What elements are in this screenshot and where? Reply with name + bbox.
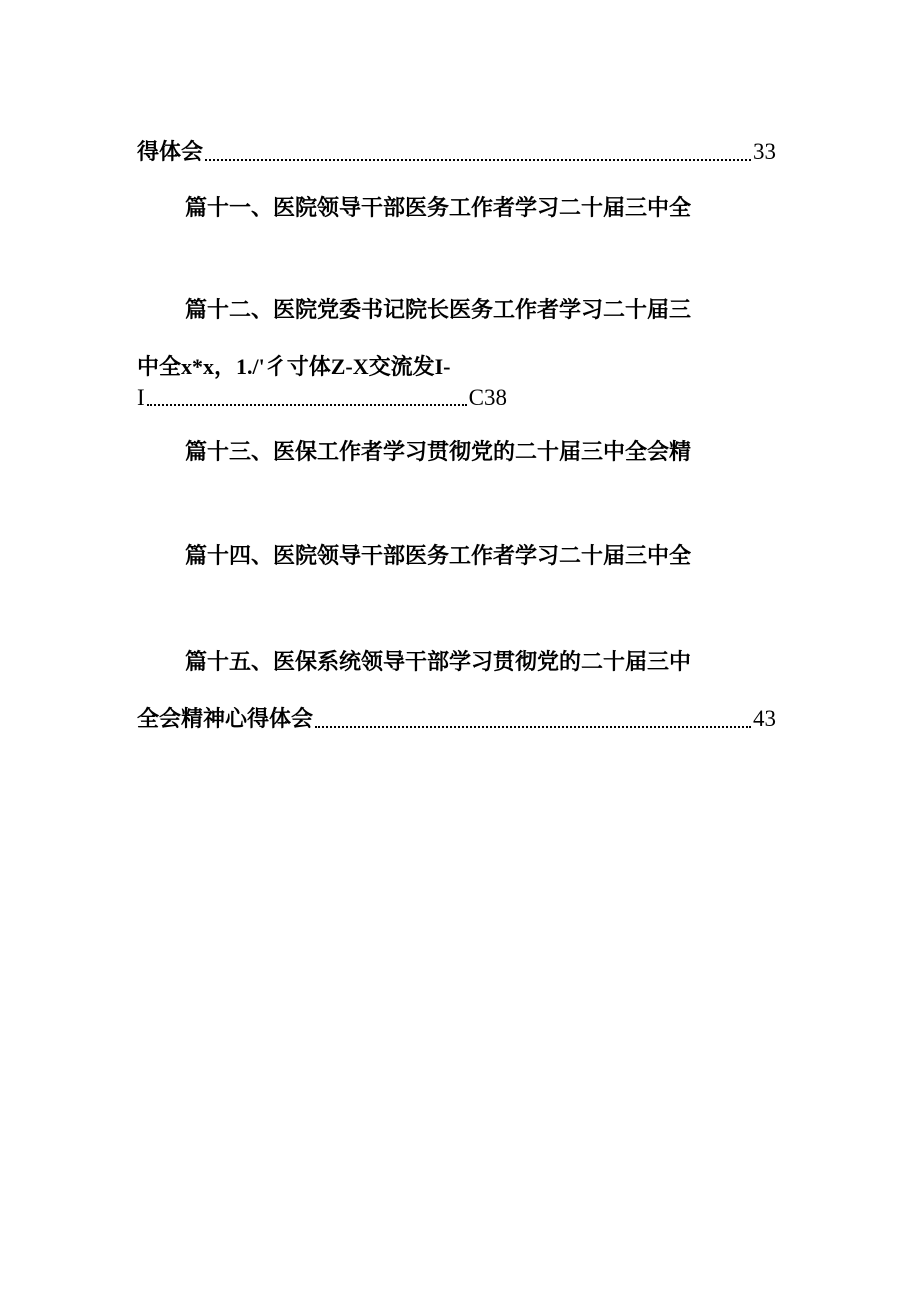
dot-leader xyxy=(205,159,751,161)
toc-entry-12-line2: 中全x*x，1./'彳寸体Z-X交流发I- xyxy=(137,354,451,379)
toc-entry-11[interactable]: 篇十一、医院领导干部医务工作者学习二十届三中全 xyxy=(185,196,692,221)
toc-entry-12[interactable]: 篇十二、医院党委书记院长医务工作者学习二十届三 xyxy=(185,298,692,323)
toc-entry-15[interactable]: 篇十五、医保系统领导干部学习贯彻党的二十届三中 xyxy=(185,650,692,675)
toc-page-number: 33 xyxy=(753,139,776,164)
dot-leader xyxy=(315,726,751,728)
toc-entry-12-line3[interactable] xyxy=(137,384,507,412)
toc-entry-14[interactable]: 篇十四、医院领导干部医务工作者学习二十届三中全 xyxy=(185,544,692,569)
dot-leader xyxy=(147,404,467,406)
toc-page-number: C38 xyxy=(468,385,507,410)
toc-entry-15-line2[interactable] xyxy=(137,705,776,734)
toc-page-number: 43 xyxy=(753,706,776,731)
toc-entry-text: 得体会 xyxy=(137,140,204,165)
toc-entry-13[interactable]: 篇十三、医保工作者学习贯彻党的二十届三中全会精 xyxy=(185,440,692,465)
toc-entry-continued[interactable] xyxy=(137,138,776,167)
toc-entry-text: 全会精神心得体会 xyxy=(137,707,314,732)
toc-entry-text: I xyxy=(137,385,145,410)
